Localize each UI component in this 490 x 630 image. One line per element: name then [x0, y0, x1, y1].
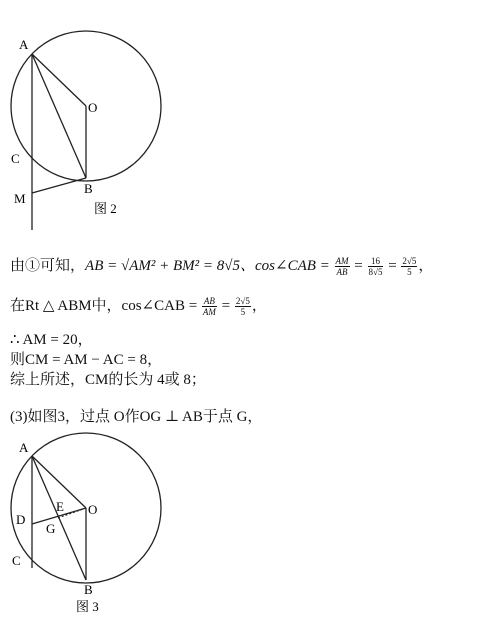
label-d: D	[16, 512, 26, 527]
label-g: G	[46, 521, 56, 536]
label-o: O	[88, 502, 98, 517]
line-mb	[32, 178, 86, 193]
label-b: B	[84, 181, 93, 196]
text-line-6: (3)如图3，过点 O作OG ⊥ AB于点 G，	[10, 409, 263, 425]
figure-3-diagram	[0, 428, 200, 628]
line-ao	[32, 54, 86, 106]
label-o: O	[88, 100, 98, 115]
figure-2-diagram	[0, 0, 200, 230]
text-line-3: ∴ AM = 20，	[10, 332, 93, 348]
label-b: B	[84, 582, 93, 597]
figure-3-caption: 图 3	[76, 599, 99, 614]
figure-2-caption: 图 2	[94, 201, 117, 216]
text-line-5: 综上所述，CM的长为 4或 8；	[10, 372, 206, 388]
text-line-1: 由①可知，AB = √AM² + BM² = 8√5、cos∠CAB = $\frac{AM}{AB}$ = $\frac{16}{8√5}$ = $\frac{2√5}{5}$ ，	[10, 256, 434, 278]
text-line-2: 在Rt △ ABM中，cos∠CAB = $\frac{AB}{AM}$ = $\frac{2√5}{5}$ ，	[10, 296, 267, 318]
label-a: A	[19, 37, 29, 52]
text-line-4: 则CM = AM − AC = 8，	[10, 352, 163, 368]
line-ab	[32, 54, 86, 178]
label-m: M	[14, 191, 26, 206]
label-e: E	[56, 499, 64, 514]
label-c: C	[12, 553, 21, 568]
label-c: C	[11, 151, 20, 166]
label-a: A	[19, 440, 29, 455]
